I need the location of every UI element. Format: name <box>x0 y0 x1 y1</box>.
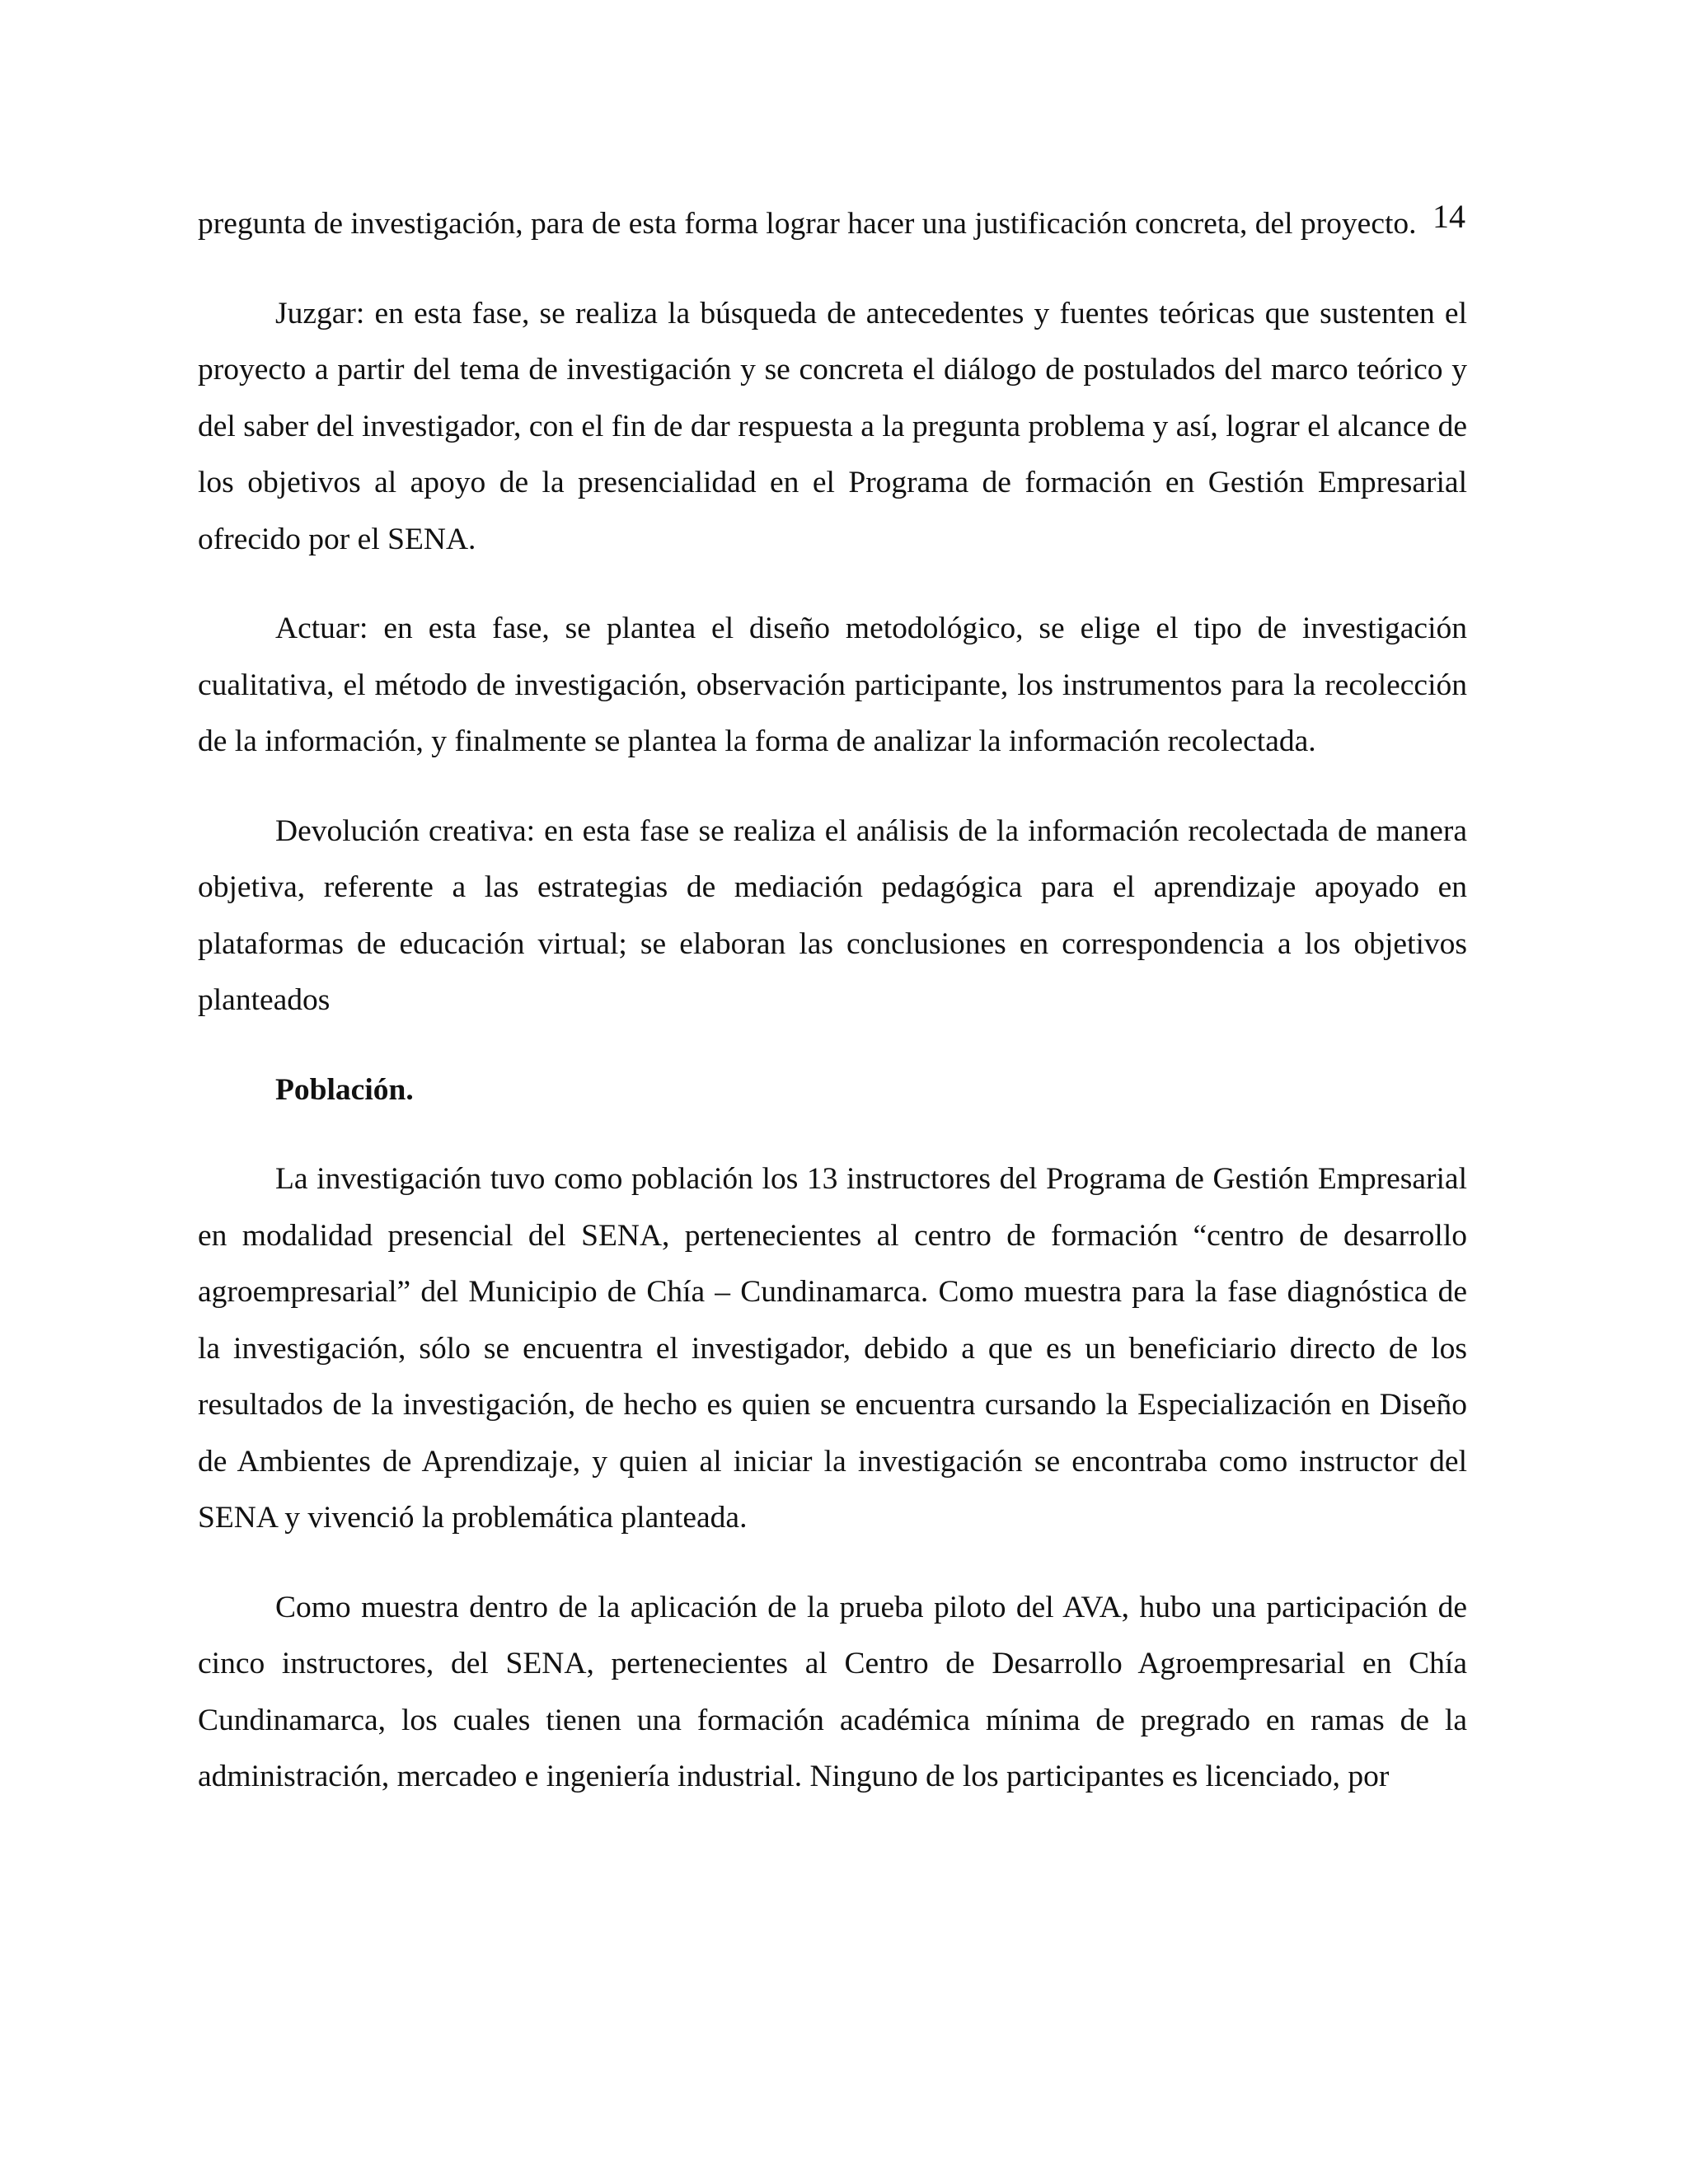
paragraph-devolucion-creativa: Devolución creativa: en esta fase se realiza el análisis de la información recolectada de manera objetiva, referente a las estrategias de mediación pedagógica para el aprendizaje apoyado en plataformas de educación virtual; se elaboran las conclusiones en correspondencia a los objetivos planteados <box>198 813 1467 1017</box>
section-heading-poblacion: Población. <box>275 1072 414 1107</box>
paragraph-poblacion: La investigación tuvo como población los 13 instructores del Programa de Gestión Empresarial en modalidad presencial del SENA, pertenecientes al centro de formación “centro de desarrollo agroempresarial” del Municipio de Chía – Cundinamarca. Como muestra para la fase diagnóstica de la investigación, sólo se encuentra el investigador, debido a que es un beneficiario directo de los resultados de la investigación, de hecho es quien se encuentra cursando la Especialización en Diseño de Ambientes de Aprendizaje, y quien al iniciar la investigación se encontraba como instructor del SENA y vivenció la problemática planteada. <box>198 1162 1467 1535</box>
paragraph-actuar: Actuar: en esta fase, se plantea el diseño metodológico, se elige el tipo de investigación cualitativa, el método de investigación, observación participante, los instrumentos para la recolección de la información, y finalmente se plantea la forma de analizar la información recolectada. <box>198 612 1467 758</box>
paragraph-juzgar: Juzgar: en esta fase, se realiza la búsqueda de antecedentes y fuentes teóricas que sustenten el proyecto a partir del tema de investigación y se concreta el diálogo de postulados del marco teórico y del saber del investigador, con el fin de dar respuesta a la pregunta problema y así, lograr el alcance de los objetivos al apoyo de la presencialidad en el Programa de formación en Gestión Empresarial ofrecido por el SENA. <box>198 296 1467 556</box>
paragraph-continuation: pregunta de investigación, para de esta forma lograr hacer una justificación concreta, del proyecto. <box>198 207 1417 241</box>
page-number: 14 <box>1432 198 1465 235</box>
paragraph-muestra: Como muestra dentro de la aplicación de la prueba piloto del AVA, hubo una participación de cinco instructores, del SENA, pertenecientes al Centro de Desarrollo Agroempresarial en Chía Cundinamarca, los cuales tienen una formación académica mínima de pregrado en ramas de la administración, mercadeo e ingeniería industrial. Ninguno de los participantes es licenciado, por <box>198 1590 1467 1793</box>
document-body <box>198 196 1467 1806</box>
